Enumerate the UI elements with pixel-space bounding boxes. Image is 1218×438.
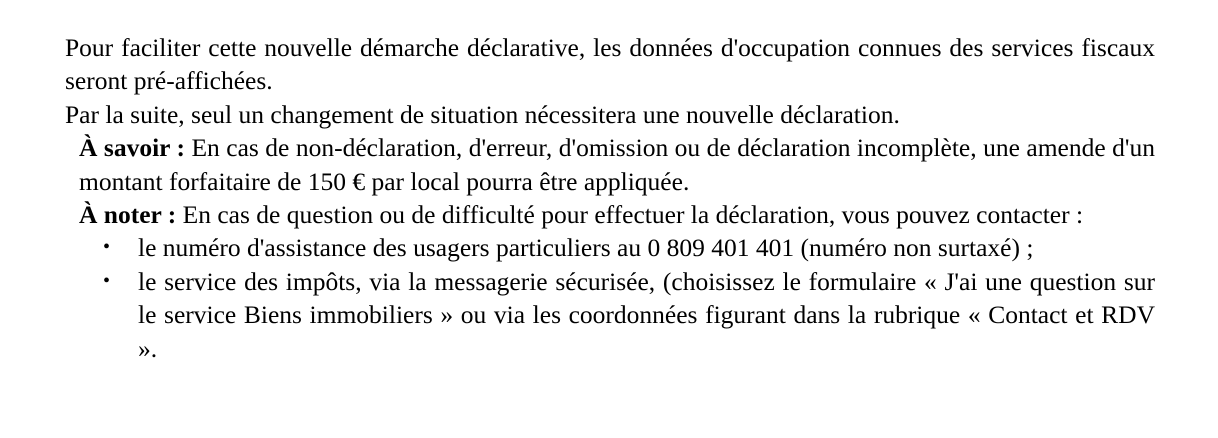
a-noter-text: En cas de question ou de difficulté pour effectuer la déclaration, vous pouvez contacter : [176, 200, 1084, 230]
list-item-text: le numéro d'assistance des usagers particuliers au 0 809 401 401 (numéro non surtaxé) ; [138, 233, 1034, 263]
bullet-icon: • [103, 236, 111, 259]
intro-paragraph: Pour faciliter cette nouvelle démarche déclarative, les données d'occupation connues des services fiscaux seront pré-affichées. [65, 33, 1155, 96]
change-paragraph: Par la suite, seul un changement de situation nécessitera une nouvelle déclaration. [65, 99, 900, 129]
document-body [65, 31, 1155, 365]
a-noter-paragraph [65, 198, 1155, 231]
list-item [65, 231, 1155, 264]
bullet-icon: • [103, 269, 111, 292]
a-savoir-text: En cas de non-déclaration, d'erreur, d'omission ou de déclaration incomplète, une amende d'un montant forfaitaire de 150 € par local pourra être appliquée. [79, 133, 1155, 196]
a-noter-label: À noter : [79, 200, 177, 230]
contact-list [65, 231, 1155, 365]
list-item-text: le service des impôts, via la messagerie sécurisée, (choisissez le formulaire « J'ai une question sur le service Biens immobiliers » ou via les coordonnées figurant dans la rubrique « Contact et RDV ». [138, 266, 1155, 363]
list-item [65, 265, 1155, 365]
a-savoir-paragraph [65, 131, 1155, 198]
a-savoir-label: À savoir : [79, 133, 185, 163]
